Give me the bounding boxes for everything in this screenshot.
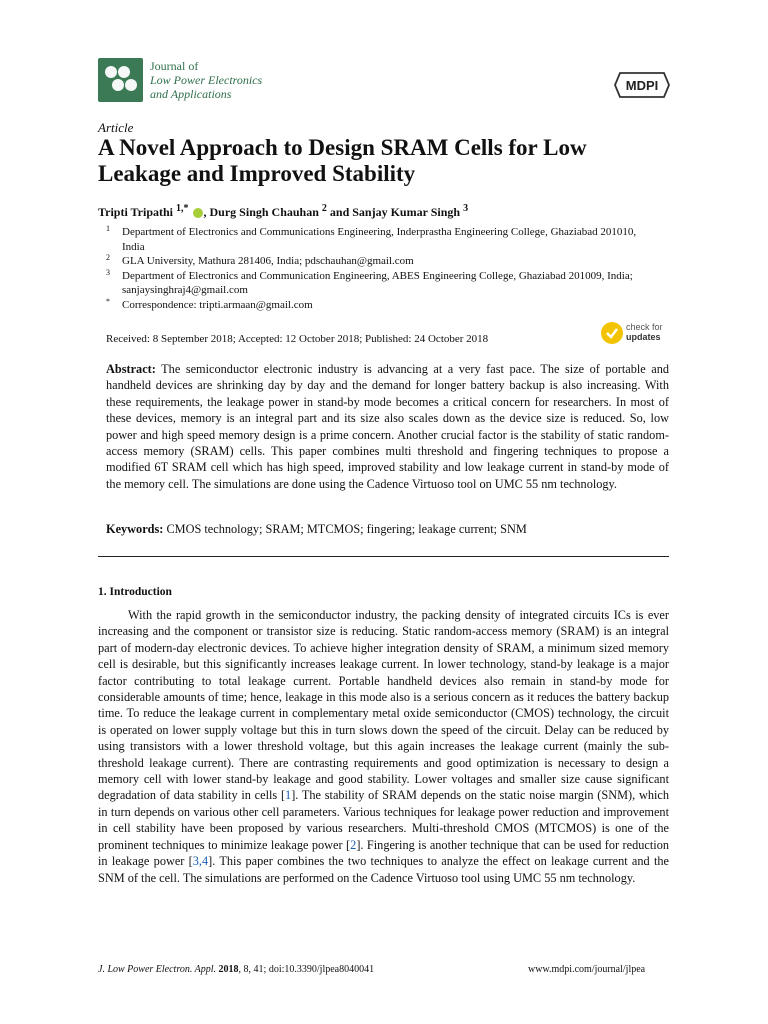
footer-url-link[interactable]: www.mdpi.com/journal/jlpea <box>528 964 646 975</box>
affiliation-number: 1 <box>106 224 110 233</box>
journal-logo <box>98 58 143 102</box>
body-text-segment: ]. The stability of SRAM depends on the static noise margin (SNM), which in turn depends on various other cell parameters. Various techniques for leakage power reduction and improvement in cell stability have been proposed by various researchers. Multi-threshold CMOS (MTCMOS) is one of the prominent techniques to minimize leakage power [ <box>98 788 670 852</box>
citation-link[interactable]: 2 <box>350 837 357 852</box>
affiliation-text: Department of Electronics and Communication Engineering, ABES Engineering College, Ghaziabad 201009, India; sanjaysinghraj4@gmail.com <box>122 269 633 296</box>
abstract-label: Abstract: <box>106 362 156 376</box>
author-1-affil: 1,* <box>176 203 189 214</box>
affiliation-text: GLA University, Mathura 281406, India; pdschauhan@gmail.com <box>122 255 414 267</box>
citation-link[interactable]: 3,4 <box>192 854 209 869</box>
author-3[interactable]: and Sanjay Kumar Singh <box>326 205 461 219</box>
author-list <box>98 203 468 220</box>
affiliation-number: 2 <box>106 253 110 262</box>
orcid-icon[interactable] <box>193 208 203 218</box>
keywords-label: Keywords: <box>106 522 164 536</box>
svg-text:MDPI: MDPI <box>625 78 659 93</box>
affiliation-number: 3 <box>106 267 110 277</box>
check-for-updates-button[interactable] <box>601 320 673 348</box>
abstract-text: The semiconductor electronic industry is advancing at a very fast pace. The size of portable and handheld devices are shrinking day by day and the demand for longer battery backup is also increasing. With these requirements, the leakage power in stand-by mode becomes a critical concern for researchers. In most of these devices, memory is an integral part and its size also scales down as the device size is reduced. So, low power and high speed memory design is a prime concern. Another crucial factor is the stability of static random-access memory (SRAM) cells. This paper combines multi threshold and fingering techniques to propose a modified 6T SRAM cell which has high speed, improved stability and low leakage current in stand-by mode of the memory cell. The simulations are done using the Cadence Virtuoso tool on UMC 55 nm technology. <box>106 362 669 491</box>
affiliation-item <box>98 269 658 298</box>
journal-title-line3: and Applications <box>150 87 232 101</box>
check-updates-line2: updates <box>626 332 661 342</box>
check-updates-line1: check for <box>626 322 663 332</box>
correspondence-text: Correspondence: tripti.armaan@gmail.com <box>122 298 313 311</box>
author-3-affil: 3 <box>463 203 469 214</box>
section-heading: 1. Introduction <box>98 586 172 598</box>
affiliation-item <box>98 225 658 254</box>
author-1[interactable]: Tripti Tripathi <box>98 205 174 219</box>
body-text-segment: ]. Fingering is another technique that can be used for reduction in leakage power [ <box>98 837 669 869</box>
keywords-text: CMOS technology; SRAM; MTCMOS; fingering; leakage current; SNM <box>163 522 527 536</box>
article-type: Article <box>98 120 134 135</box>
affiliation-item <box>98 298 658 313</box>
paper-title: A Novel Approach to Design SRAM Cells for Low Leakage and Improved Stability <box>98 135 587 186</box>
author-2-affil: 2 <box>321 203 327 214</box>
journal-title <box>150 59 262 101</box>
keywords <box>106 522 669 537</box>
journal-title-line1: Journal of <box>150 59 199 73</box>
footer-citation <box>98 964 374 975</box>
footer-doi: , 8, 41; doi:10.3390/jlpea8040041 <box>238 964 375 975</box>
mdpi-logo <box>614 70 670 100</box>
check-updates-icon <box>601 322 623 344</box>
journal-title-line2: Low Power Electronics <box>150 73 263 87</box>
affiliation-text: Department of Electronics and Communications Engineering, Inderprastha Engineering College, Ghaziabad 201010, India <box>122 226 637 253</box>
divider <box>98 556 669 557</box>
author-2[interactable]: , Durg Singh Chauhan <box>203 205 319 219</box>
introduction-paragraph <box>98 607 669 886</box>
affiliations <box>98 225 658 312</box>
footer-journal-abbrev: J. Low Power Electron. Appl. <box>98 964 217 975</box>
body-text-segment: With the rapid growth in the semiconductor industry, the packing density of integrated circuits ICs is ever increasing and the component or transistor size is reducing. Static random-access memory (SRAM) is an integral part of modern-day electronic devices. To achieve higher integration density of SRAM, a minimum sized memory cell is desirable, but this significantly increases leakage current. In lower technology, stand-by leakage is a major factor contributing to total leakage current. Portable handheld devices also remain in stand-by mode for considerable amounts of time; hence, leakage in this mode also is a serious concern as it reduces the battery backup time. To reduce the leakage current in complementary metal oxide semiconductor (CMOS) technology, the circuit is operated on lower supply voltage but this in turn slows down the speed of the circuit. Delay can be reduced by using transistors with a lower threshold voltage, but this again increases the leakage current (mainly the sub-threshold leakage current). There are contrasting requirements and good optimization is necessary to design a memory cell with lower stand-by leakage and good stability. Lower voltages and smaller size cause significant degradation of data stability in cells [ <box>98 608 669 803</box>
affiliation-number: * <box>106 296 110 306</box>
introduction-body <box>98 607 669 886</box>
body-text-segment: ]. This paper combines the two techniques to analyze the effect on leakage current and the SNM of the cell. The simulations are performed on the Cadence Virtuoso tool using UMC 55 nm technology. <box>98 854 669 885</box>
footer-year: 2018 <box>216 964 239 975</box>
publication-dates: Received: 8 September 2018; Accepted: 12 October 2018; Published: 24 October 2018 <box>106 333 489 345</box>
citation-link[interactable]: 1 <box>285 788 292 803</box>
abstract <box>106 361 669 492</box>
affiliation-item <box>98 254 658 269</box>
